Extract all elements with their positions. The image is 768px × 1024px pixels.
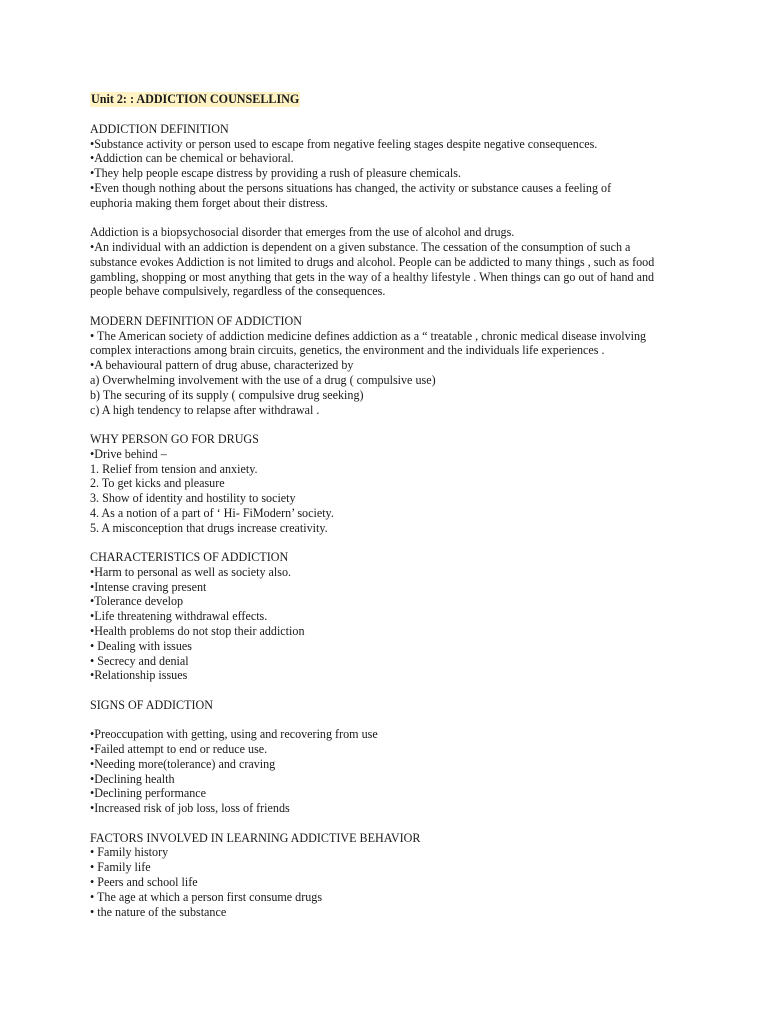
document-page (90, 92, 690, 934)
text-line: a) Overwhelming involvement with the use of a drug ( compulsive use) (90, 372, 436, 387)
text-line: • Secrecy and denial (90, 653, 189, 668)
text-line: 1. Relief from tension and anxiety. (90, 461, 258, 476)
text-line: euphoria making them forget about their distress. (90, 195, 328, 210)
text-line: • Peers and school life (90, 875, 198, 890)
section-heading: WHY PERSON GO FOR DRUGS (90, 431, 259, 446)
text-line: •Declining performance (90, 786, 207, 801)
text-line: •Health problems do not stop their addiction (90, 624, 305, 639)
text-line: • Family life (90, 860, 151, 875)
text-line: •Intense craving present (90, 579, 207, 594)
section-modern (90, 314, 690, 418)
text-line: • Family history (90, 845, 169, 860)
document-body (90, 122, 690, 920)
section-heading: CHARACTERISTICS OF ADDICTION (90, 550, 289, 565)
title-row (90, 92, 690, 107)
section-signs (90, 727, 690, 816)
text-line: •Tolerance develop (90, 594, 184, 609)
text-line: •Declining health (90, 771, 175, 786)
text-line: • the nature of the substance (90, 904, 227, 919)
text-line: •Life threatening withdrawal effects. (90, 609, 268, 624)
text-line: b) The securing of its supply ( compulsive drug seeking) (90, 387, 364, 402)
section-factors (90, 831, 690, 920)
section-heading: ADDICTION DEFINITION (90, 121, 229, 136)
text-line: 3. Show of identity and hostility to society (90, 491, 296, 506)
text-line: substance evokes Addiction is not limited to drugs and alcohol. People can be addicted to many things , such as food (90, 254, 655, 269)
text-line: gambling, shopping or most anything that gets in the way of a healthy lifestyle . When things can go out of hand and (90, 269, 655, 284)
text-line: •Addiction can be chemical or behavioral. (90, 151, 294, 166)
text-line: •Even though nothing about the persons situations has changed, the activity or substance causes a feeling of (90, 180, 612, 195)
text-line: •Failed attempt to end or reduce use. (90, 742, 268, 757)
section-heading: MODERN DEFINITION OF ADDICTION (90, 313, 302, 328)
text-line: •They help people escape distress by providing a rush of pleasure chemicals. (90, 166, 461, 181)
text-line: Addiction is a biopsychosocial disorder that emerges from the use of alcohol and drugs. (90, 225, 515, 240)
text-line: •Drive behind – (90, 446, 167, 461)
unit-title: Unit 2: : ADDICTION COUNSELLING (91, 92, 300, 106)
text-line: •Substance activity or person used to escape from negative feeling stages despite negative consequences. (90, 136, 598, 151)
section-characteristics (90, 550, 690, 683)
text-line: 5. A misconception that drugs increase creativity. (90, 520, 328, 535)
text-line: •Preoccupation with getting, using and recovering from use (90, 727, 378, 742)
text-line: 2. To get kicks and pleasure (90, 476, 225, 491)
text-line: •Needing more(tolerance) and craving (90, 756, 276, 771)
text-line: •Increased risk of job loss, loss of friends (90, 801, 290, 816)
section-heading: FACTORS INVOLVED IN LEARNING ADDICTIVE BEHAVIOR (90, 830, 421, 845)
text-line: •A behavioural pattern of drug abuse, characterized by (90, 358, 354, 373)
text-line: • Dealing with issues (90, 638, 192, 653)
text-line: • The age at which a person first consume drugs (90, 889, 323, 904)
section-why (90, 432, 690, 536)
section-definition (90, 122, 690, 211)
text-line: •An individual with an addiction is dependent on a given substance. The cessation of the consumption of such a (90, 239, 631, 254)
section-signs-heading (90, 698, 690, 713)
text-line: •Relationship issues (90, 668, 188, 683)
section-heading: SIGNS OF ADDICTION (90, 697, 213, 712)
section-biopsychosocial (90, 225, 690, 299)
text-line: • The American society of addiction medicine defines addiction as a “ treatable , chronic medical disease involving (90, 328, 647, 343)
text-line: •Harm to personal as well as society also. (90, 564, 292, 579)
text-line: 4. As a notion of a part of ‘ Hi- FiModern’ society. (90, 505, 334, 520)
text-line: complex interactions among brain circuits, genetics, the environment and the individuals life experiences . (90, 343, 605, 358)
text-line: people behave compulsively, regardless of the consequences. (90, 284, 386, 299)
text-line: c) A high tendency to relapse after withdrawal . (90, 402, 320, 417)
